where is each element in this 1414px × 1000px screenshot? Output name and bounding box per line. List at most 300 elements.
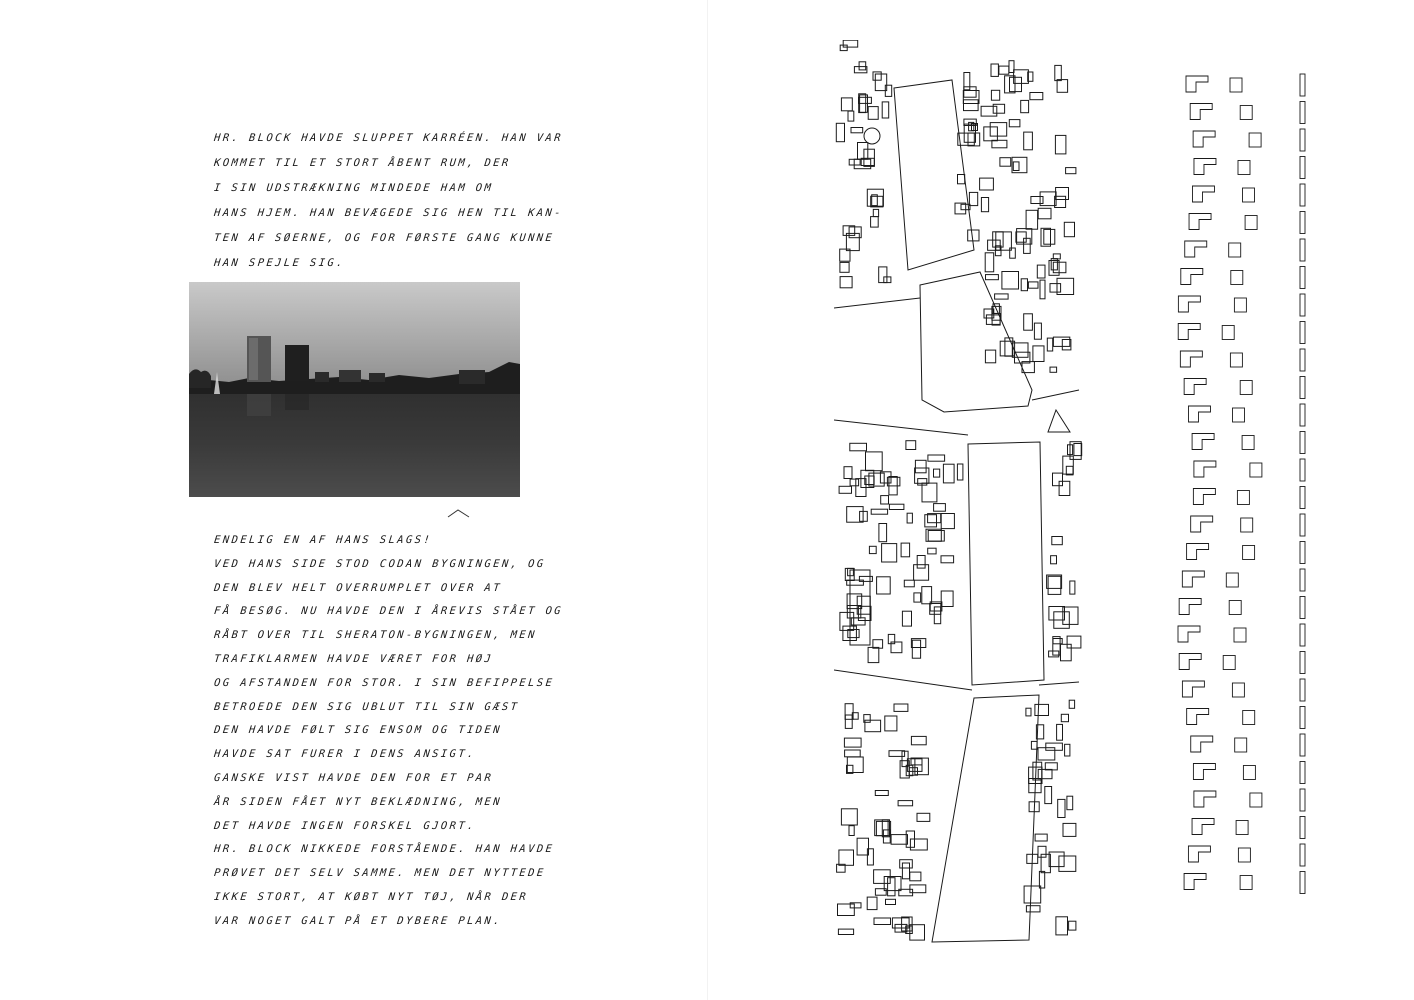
- block-outline: [1234, 628, 1246, 642]
- block-outline: [1300, 624, 1305, 646]
- building-footprint: [928, 455, 945, 461]
- building-footprint: [902, 863, 909, 879]
- building-footprint: [985, 350, 995, 363]
- building-footprint: [1056, 188, 1069, 200]
- building-footprint: [1047, 338, 1052, 351]
- text-line: IKKE STORT, AT KØBT NYT TØJ, NÅR DER: [213, 890, 529, 903]
- building-footprint: [917, 556, 925, 569]
- building-footprint: [1026, 708, 1031, 716]
- building-footprint: [849, 826, 854, 836]
- building-footprint: [1016, 232, 1026, 242]
- building-footprint: [867, 189, 883, 206]
- block-outline: [1223, 656, 1235, 670]
- building-footprint: [958, 175, 965, 184]
- block-outline: [1192, 186, 1214, 202]
- building-footprint: [866, 452, 883, 471]
- building-footprint: [1033, 346, 1044, 362]
- building-footprint: [986, 315, 1000, 325]
- building-footprint: [867, 897, 877, 910]
- block-outline: [1300, 432, 1305, 454]
- building-footprint: [1053, 337, 1069, 346]
- building-footprint: [1045, 787, 1052, 804]
- building-footprint: [1037, 265, 1045, 278]
- building-footprint: [838, 929, 853, 934]
- building-footprint: [847, 507, 863, 523]
- building-footprint: [1028, 282, 1038, 288]
- building-footprint: [1051, 556, 1057, 564]
- block-outline: [1300, 844, 1305, 866]
- block-outline: [1238, 161, 1250, 175]
- building-footprint: [1057, 80, 1068, 93]
- building-footprint: [1021, 100, 1029, 112]
- building-footprint: [873, 72, 881, 80]
- building-footprint: [869, 546, 876, 553]
- building-footprint: [981, 198, 988, 212]
- building-footprint: [941, 591, 953, 607]
- building-footprint: [858, 143, 868, 160]
- text-line: HANS HJEM. HAN BEVÆGEDE SIG HEN TIL KAN-: [213, 207, 564, 219]
- building-footprint: [874, 918, 891, 925]
- building-footprint: [1045, 763, 1057, 770]
- building-footprint: [850, 443, 867, 451]
- block-outline: [1300, 542, 1305, 564]
- building-footprint: [1031, 197, 1043, 204]
- block-outline: [1229, 601, 1241, 615]
- block-outline: [1232, 683, 1244, 697]
- block-outline: [1231, 271, 1243, 285]
- block-outline: [1300, 817, 1305, 839]
- building-footprint: [1038, 846, 1046, 857]
- text-line: TEN AF SØERNE, OG FOR FØRSTE GANG KUNNE: [213, 232, 555, 244]
- block-outline: [1186, 76, 1208, 92]
- building-footprint: [934, 504, 946, 512]
- block-outline: [1179, 654, 1201, 670]
- building-footprint: [882, 102, 889, 118]
- building-footprint: [845, 750, 861, 757]
- building-footprint: [907, 513, 912, 523]
- building-footprint: [917, 813, 930, 821]
- building-footprint: [1049, 607, 1065, 621]
- block-outline: [1300, 349, 1305, 371]
- block-outline: [1240, 106, 1252, 120]
- building-footprint: [1061, 714, 1068, 721]
- block-outline: [1300, 652, 1305, 674]
- building-footprint: [969, 192, 977, 205]
- text-line: HR. BLOCK NIKKEDE FORSTÅENDE. HAN HAVDE: [213, 843, 555, 856]
- building-footprint: [934, 469, 940, 477]
- text-line: FÅ BESØG. NU HAVDE DEN I ÅREVIS STÅET OG: [213, 605, 564, 618]
- building-footprint: [841, 98, 852, 111]
- building-footprint: [943, 464, 954, 483]
- building-footprint: [1038, 748, 1055, 760]
- building-footprint: [925, 515, 937, 527]
- building-footprint: [1058, 799, 1065, 817]
- block-outline: [1300, 294, 1305, 316]
- block-outline: [1178, 324, 1200, 340]
- building-footprint: [1041, 228, 1051, 246]
- building-footprint: [910, 839, 927, 850]
- block-outline: [1192, 434, 1214, 450]
- building-footprint: [930, 604, 941, 615]
- building-footprint: [928, 531, 944, 542]
- building-footprint: [900, 860, 913, 868]
- building-footprint: [1013, 162, 1019, 171]
- building-footprint: [859, 62, 866, 70]
- block-outline: [1241, 518, 1253, 532]
- building-footprint: [1065, 744, 1070, 756]
- building-footprint: [910, 872, 921, 881]
- building-footprint: [1066, 168, 1076, 174]
- block-outline: [1190, 104, 1212, 120]
- block-outline: [1300, 707, 1305, 729]
- building-footprint: [1024, 886, 1041, 903]
- building-footprint: [968, 230, 979, 241]
- block-outline: [1300, 267, 1305, 289]
- building-footprint: [1069, 700, 1074, 708]
- map-lines: [834, 40, 1082, 942]
- building-footprint: [1055, 135, 1066, 154]
- building-footprint: [1053, 473, 1063, 486]
- text-line: BETROEDE DEN SIG UBLUT TIL SIN GÆST: [213, 700, 520, 713]
- building-footprint: [1038, 769, 1052, 778]
- block-outline: [1187, 709, 1209, 725]
- building-footprint: [1055, 65, 1062, 80]
- building-footprint: [1053, 639, 1062, 644]
- building-footprint: [840, 45, 847, 51]
- block-outline: [1300, 184, 1305, 206]
- block-outline: [1250, 793, 1262, 807]
- block-outline: [1236, 821, 1248, 835]
- building-footprint: [1049, 651, 1059, 657]
- block-outline: [1178, 296, 1200, 312]
- block-outline: [1192, 819, 1214, 835]
- building-footprint: [850, 479, 859, 486]
- block-outline: [1188, 846, 1210, 862]
- text-line: TRAFIKLARMEN HAVDE VÆRET FOR HØJ: [213, 652, 494, 665]
- text-line: GANSKE VIST HAVDE DEN FOR ET PAR: [213, 771, 494, 784]
- building-footprint: [1026, 210, 1038, 229]
- building-footprint: [840, 262, 849, 272]
- building-footprint: [894, 704, 908, 711]
- building-footprint: [851, 128, 863, 133]
- building-footprint: [1061, 644, 1072, 661]
- text-line: KOMMET TIL ET STORT ÅBENT RUM, DER: [213, 157, 512, 169]
- block-outline: [1300, 679, 1305, 701]
- building-footprint: [1074, 444, 1082, 456]
- building-footprint: [980, 178, 994, 190]
- building-footprint: [881, 496, 889, 504]
- text-line: OG AFSTANDEN FOR STOR. I SIN BEFIPPELSE: [213, 676, 555, 689]
- building-footprint: [875, 791, 888, 796]
- building-footprint: [922, 483, 937, 502]
- text-line: HAN SPEJLE SIG.: [213, 257, 346, 269]
- building-footprint: [873, 209, 878, 216]
- building-footprint: [843, 40, 858, 47]
- block-outline: [1189, 214, 1211, 230]
- building-footprint: [986, 275, 999, 280]
- text-line: PRØVET DET SELV SAMME. MEN DET NYTTEDE: [213, 867, 547, 880]
- building-footprint: [879, 267, 887, 283]
- building-footprint: [1030, 93, 1043, 100]
- page-spread-divider: [707, 0, 708, 1000]
- building-footprint: [854, 159, 871, 169]
- building-footprint: [868, 647, 879, 662]
- block-outline: [1300, 102, 1305, 124]
- building-footprint: [1035, 834, 1047, 841]
- block-outline: [1182, 571, 1204, 587]
- block-outline: [1229, 243, 1241, 257]
- building-footprint: [993, 232, 1003, 247]
- building-footprint: [1064, 222, 1074, 236]
- block-outline: [1245, 216, 1257, 230]
- building-footprint: [957, 464, 963, 480]
- building-footprint: [981, 106, 997, 116]
- building-footprint: [1040, 280, 1045, 299]
- building-footprint: [836, 123, 844, 141]
- block-outline: [1181, 269, 1203, 285]
- building-footprint: [991, 64, 998, 76]
- building-footprint: [841, 809, 857, 825]
- handwritten-paragraph-2: [214, 529, 563, 934]
- building-footprint: [906, 441, 916, 450]
- text-line: HR. BLOCK HAVDE SLUPPET KARRÉEN. HAN VAR: [213, 132, 564, 144]
- building-footprint: [999, 66, 1009, 74]
- building-footprint: [964, 100, 979, 111]
- building-footprint: [1046, 743, 1063, 750]
- building-footprint: [1052, 537, 1063, 545]
- building-footprint: [941, 514, 954, 529]
- building-footprint: [901, 543, 910, 557]
- building-footprint: [993, 104, 1004, 113]
- block-outline: [1234, 298, 1246, 312]
- block-outline: [1179, 599, 1201, 615]
- building-footprint: [886, 899, 896, 904]
- block-outline: [1193, 131, 1215, 147]
- building-footprint: [1005, 338, 1013, 356]
- building-footprint: [1059, 481, 1070, 495]
- building-footprint: [904, 580, 914, 587]
- text-line: ENDELIG EN AF HANS SLAGS!: [213, 534, 433, 546]
- building-footprint: [1049, 852, 1064, 867]
- building-footprint: [934, 607, 940, 624]
- building-footprint: [915, 460, 926, 473]
- building-footprint: [857, 838, 868, 855]
- block-outline: [1300, 129, 1305, 151]
- block-outline: [1182, 681, 1204, 697]
- strip-lines: [1178, 74, 1305, 894]
- block-outline: [1300, 157, 1305, 179]
- building-footprint: [891, 835, 907, 845]
- building-footprint: [1047, 575, 1062, 588]
- block-outline: [1300, 487, 1305, 509]
- building-footprint: [864, 149, 875, 166]
- building-footprint: [1069, 921, 1076, 930]
- block-outline: [1300, 789, 1305, 811]
- block-outline: [1300, 734, 1305, 756]
- building-footprint: [912, 640, 920, 658]
- block-outline: [1249, 133, 1261, 147]
- block-outline: [1250, 463, 1262, 477]
- building-block-strip: [1176, 72, 1326, 907]
- block-outline: [1193, 489, 1215, 505]
- building-footprint: [1050, 284, 1061, 293]
- building-footprint: [914, 593, 921, 602]
- photo-drawing: [189, 282, 520, 497]
- block-outline: [1226, 573, 1238, 587]
- building-footprint: [868, 107, 878, 120]
- building-footprint: [859, 97, 872, 103]
- building-footprint: [844, 738, 861, 747]
- building-footprint: [995, 294, 1009, 299]
- building-footprint: [840, 277, 852, 288]
- block-outline: [1191, 516, 1213, 532]
- building-footprint: [871, 509, 887, 514]
- building-footprint: [871, 217, 879, 228]
- building-footprint: [844, 467, 852, 479]
- city-plan-map: [834, 40, 1084, 955]
- building-footprint: [1010, 248, 1016, 258]
- building-footprint: [1024, 314, 1033, 330]
- building-footprint: [1035, 704, 1049, 715]
- building-footprint: [911, 736, 926, 744]
- building-footprint: [1063, 607, 1078, 624]
- building-footprint: [838, 904, 855, 916]
- block-outline: [1180, 351, 1202, 367]
- block-outline: [1184, 874, 1206, 890]
- text-line: DEN HAVDE FØLT SIG ENSOM OG TIDEN: [213, 724, 503, 737]
- block-outline: [1243, 546, 1255, 560]
- building-footprint: [898, 801, 913, 806]
- text-line: ÅR SIDEN FÅET NYT BEKLÆDNING, MEN: [213, 795, 503, 808]
- block-outline: [1194, 791, 1216, 807]
- lake-skyline-photo: [189, 282, 520, 497]
- block-outline: [1193, 764, 1215, 780]
- block-outline: [1230, 353, 1242, 367]
- block-outline: [1240, 876, 1252, 890]
- building-footprint: [1024, 238, 1031, 253]
- building-footprint: [1057, 724, 1063, 740]
- building-footprint: [1002, 272, 1019, 290]
- building-footprint: [1067, 636, 1081, 648]
- block-outline: [1243, 711, 1255, 725]
- block-outline: [1233, 408, 1245, 422]
- text-line: RÅBT OVER TIL SHERATON-BYGNINGEN, MEN: [213, 629, 538, 642]
- building-footprint: [1031, 741, 1037, 749]
- block-outline: [1194, 159, 1216, 175]
- building-footprint: [991, 90, 999, 100]
- building-footprint: [1063, 456, 1074, 474]
- building-footprint: [885, 716, 897, 731]
- building-footprint: [848, 111, 854, 121]
- block-outline: [1178, 626, 1200, 642]
- block-outline: [1300, 322, 1305, 344]
- block-outline: [1300, 239, 1305, 261]
- building-footprint: [990, 123, 1007, 137]
- block-outline: [1300, 459, 1305, 481]
- building-footprint: [1033, 762, 1042, 780]
- block-outline: [1243, 766, 1255, 780]
- building-footprint: [846, 233, 859, 250]
- block-outline: [1185, 241, 1207, 257]
- block-outline: [1300, 377, 1305, 399]
- building-footprint: [879, 524, 887, 542]
- block-outline: [1300, 212, 1305, 234]
- block-outline: [1230, 78, 1242, 92]
- text-line: VAR NOGET GALT PÅ ET DYBERE PLAN.: [213, 914, 503, 927]
- block-outline: [1191, 736, 1213, 752]
- building-footprint: [928, 548, 936, 554]
- building-footprint: [1026, 906, 1040, 912]
- building-footprint: [988, 240, 1001, 250]
- building-footprint: [914, 565, 929, 581]
- building-footprint: [1038, 208, 1051, 219]
- building-footprint: [889, 504, 904, 509]
- building-footprint: [922, 587, 932, 604]
- block-outline: [1187, 544, 1209, 560]
- building-footprint: [1024, 132, 1033, 150]
- block-outline: [1238, 848, 1250, 862]
- building-footprint: [839, 486, 851, 493]
- text-line: VED HANS SIDE STOD CODAN BYGNINGEN, OG: [213, 557, 547, 570]
- building-footprint: [1063, 823, 1076, 836]
- building-footprint: [985, 253, 994, 272]
- block-outline: [1235, 738, 1247, 752]
- block-outline: [1300, 404, 1305, 426]
- handwritten-paragraph-1: [214, 126, 563, 276]
- building-footprint: [1044, 229, 1055, 244]
- building-footprint: [1000, 158, 1011, 167]
- building-footprint: [1053, 262, 1066, 273]
- building-footprint: [888, 878, 895, 896]
- building-footprint: [1021, 279, 1027, 291]
- text-line: I SIN UDSTRÆKNING MINDEDE HAM OM: [213, 182, 494, 194]
- building-footprint: [1059, 856, 1076, 871]
- block-outline: [1300, 569, 1305, 591]
- building-footprint: [1009, 120, 1020, 127]
- building-footprint: [992, 140, 1007, 148]
- block-outline: [1240, 381, 1252, 395]
- building-footprint: [1067, 796, 1073, 810]
- building-footprint: [1034, 323, 1041, 339]
- block-outline: [1188, 406, 1210, 422]
- building-footprint: [882, 544, 897, 562]
- text-line: DET HAVDE INGEN FORSKEL GJORT.: [213, 819, 477, 832]
- building-footprint: [839, 850, 854, 865]
- building-footprint: [847, 757, 863, 773]
- building-footprint: [1056, 917, 1068, 935]
- block-outline: [1242, 436, 1254, 450]
- building-footprint: [845, 715, 852, 728]
- block-outline: [1300, 762, 1305, 784]
- building-footprint: [1070, 581, 1075, 594]
- text-line: HAVDE SAT FURER I DENS ANSIGT.: [213, 748, 477, 761]
- block-outline: [1300, 872, 1305, 894]
- text-line: DEN BLEV HELT OVERRUMPLET OVER AT: [213, 581, 503, 594]
- block-outline: [1222, 326, 1234, 340]
- block-outline: [1184, 379, 1206, 395]
- building-footprint: [877, 577, 891, 594]
- block-outline: [1300, 597, 1305, 619]
- block-outline: [1300, 74, 1305, 96]
- building-footprint: [1050, 367, 1057, 372]
- building-footprint: [902, 611, 911, 626]
- block-outline: [1243, 188, 1255, 202]
- caret-mark: [447, 509, 471, 519]
- building-footprint: [1048, 576, 1061, 594]
- block-outline: [1194, 461, 1216, 477]
- block-outline: [1237, 491, 1249, 505]
- building-footprint: [941, 556, 954, 563]
